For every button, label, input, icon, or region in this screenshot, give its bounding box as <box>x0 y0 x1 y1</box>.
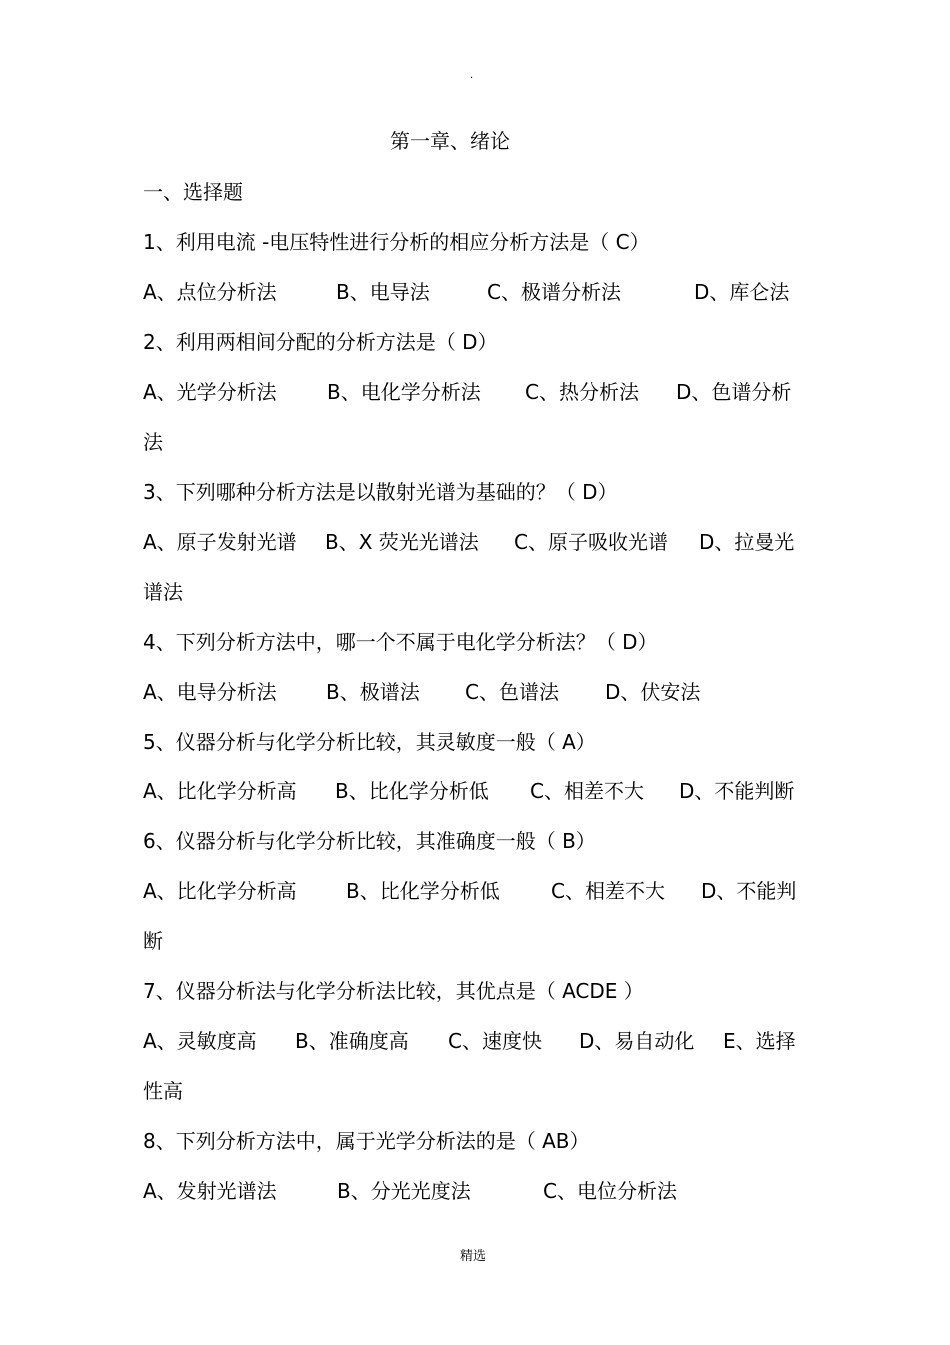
question-1: 1、利用电流 -电压特性进行分析的相应分析方法是（ C） <box>143 230 650 254</box>
q6-option-b: B、比化学分析低 <box>346 879 500 903</box>
q8-option-a: A、发射光谱法 <box>143 1179 277 1203</box>
q4-option-b: B、极谱法 <box>326 680 420 704</box>
q7-option-d: D、易自动化 <box>579 1029 695 1053</box>
question-2-option-wrap: 法 <box>143 430 163 454</box>
question-7-options <box>143 1026 813 1056</box>
page-title: 第一章、绪论 <box>390 129 510 153</box>
top-dot-mark: . <box>470 70 474 81</box>
q4-option-c: C、色谱法 <box>465 680 559 704</box>
q7-option-e: E、选择 <box>723 1029 796 1053</box>
question-6-options <box>143 876 813 906</box>
q7-option-c: C、速度快 <box>448 1029 542 1053</box>
q2-option-c: C、热分析法 <box>525 380 639 404</box>
q3-option-d: D、拉曼光 <box>699 530 795 554</box>
question-3-option-wrap: 谱法 <box>143 580 183 604</box>
q6-option-c: C、相差不大 <box>551 879 665 903</box>
question-3: 3、下列哪种分析方法是以散射光谱为基础的？（ D） <box>143 480 618 504</box>
q1-option-a: A、点位分析法 <box>143 280 277 304</box>
q4-option-a: A、电导分析法 <box>143 680 277 704</box>
question-7: 7、仪器分析法与化学分析法比较，其优点是（ ACDE ） <box>143 979 644 1003</box>
q1-option-c: C、极谱分析法 <box>487 280 621 304</box>
question-2: 2、利用两相间分配的分析方法是（ D） <box>143 330 498 354</box>
question-4: 4、下列分析方法中，哪一个不属于电化学分析法？（ D） <box>143 630 658 654</box>
q2-option-b: B、电化学分析法 <box>327 380 481 404</box>
question-6: 6、仪器分析与化学分析比较，其准确度一般（ B） <box>143 829 596 853</box>
question-3-options <box>143 527 813 557</box>
q4-option-d: D、伏安法 <box>605 680 701 704</box>
question-4-options <box>143 677 813 707</box>
q5-option-c: C、相差不大 <box>530 779 644 803</box>
q6-option-a: A、比化学分析高 <box>143 879 297 903</box>
question-8: 8、下列分析方法中，属于光学分析法的是（ AB） <box>143 1129 590 1153</box>
q5-option-b: B、比化学分析低 <box>335 779 489 803</box>
q8-option-b: B、分光光度法 <box>337 1179 471 1203</box>
question-1-options <box>143 277 813 307</box>
q1-option-b: B、电导法 <box>336 280 430 304</box>
q2-option-d: D、色谱分析 <box>676 380 792 404</box>
q2-option-a: A、光学分析法 <box>143 380 277 404</box>
q3-option-a: A、原子发射光谱 <box>143 530 297 554</box>
question-2-options <box>143 377 813 407</box>
q1-option-d: D、库仑法 <box>694 280 790 304</box>
q8-option-c: C、电位分析法 <box>543 1179 677 1203</box>
page-footer: 精选 <box>460 1249 487 1264</box>
question-5-options <box>143 776 813 806</box>
q7-option-b: B、准确度高 <box>295 1029 409 1053</box>
q5-option-a: A、比化学分析高 <box>143 779 297 803</box>
q7-option-a: A、灵敏度高 <box>143 1029 257 1053</box>
question-8-options <box>143 1176 813 1206</box>
question-5: 5、仪器分析与化学分析比较，其灵敏度一般（ A） <box>143 730 596 754</box>
q3-option-c: C、原子吸收光谱 <box>514 530 668 554</box>
q5-option-d: D、不能判断 <box>679 779 795 803</box>
q3-option-b: B、X 荧光光谱法 <box>325 530 479 554</box>
question-6-option-wrap: 断 <box>143 929 163 953</box>
question-7-option-wrap: 性高 <box>143 1079 183 1103</box>
q6-option-d: D、不能判 <box>701 879 797 903</box>
section-heading: 一、选择题 <box>143 180 243 204</box>
